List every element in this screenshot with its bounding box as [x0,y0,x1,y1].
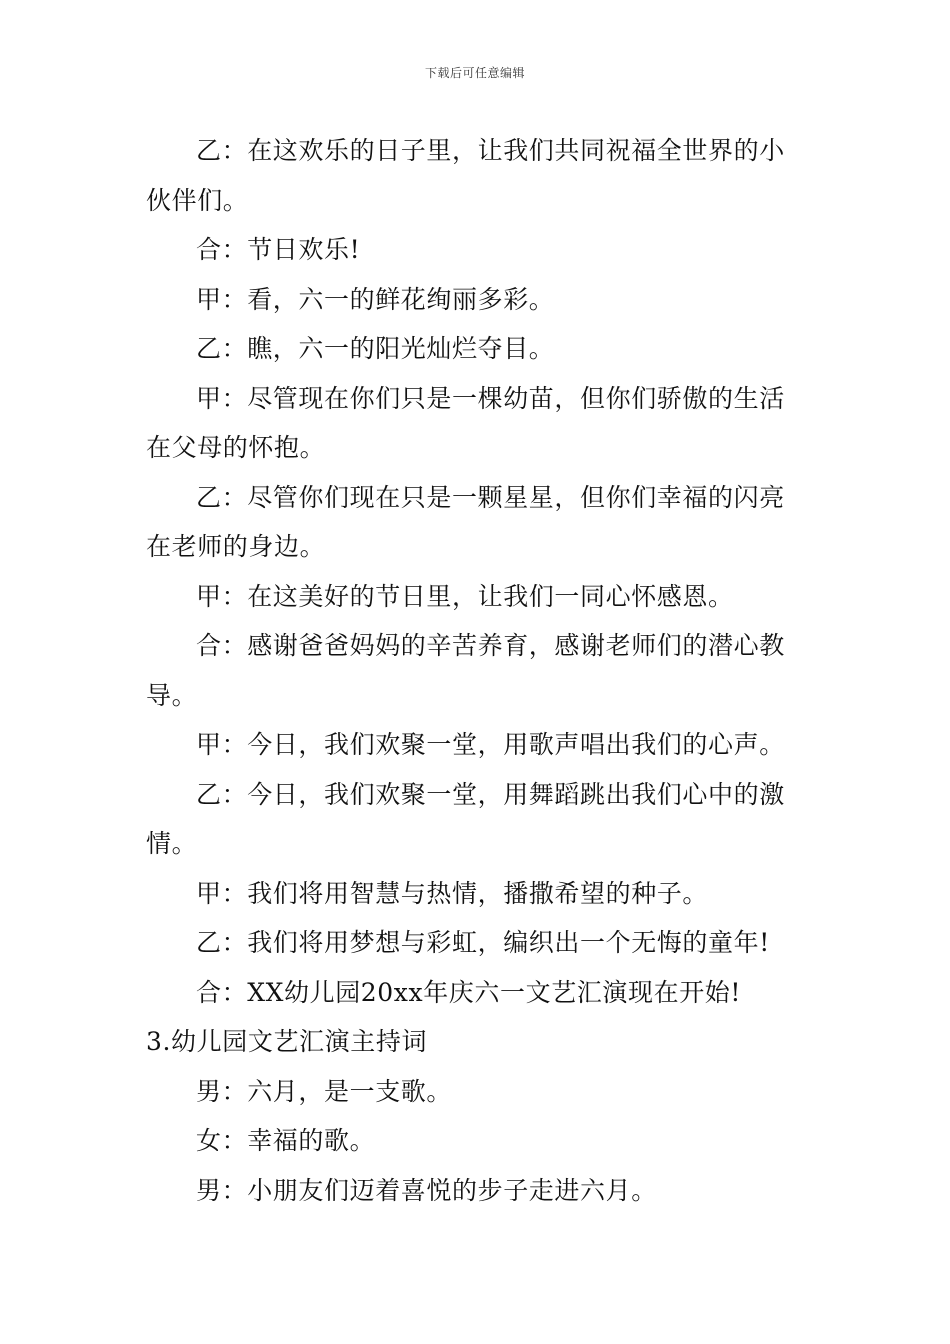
paragraph: 合：节日欢乐! [196,235,361,264]
paragraph: 乙：尽管你们现在只是一颗星星，但你们幸福的闪亮在老师的身边。 [146,482,785,561]
paragraph: 女：幸福的歌。 [196,1126,376,1155]
page-header: 下载后可任意编辑 [424,66,525,80]
paragraph: 乙：今日，我们欢聚一堂，用舞蹈跳出我们心中的激情。 [146,779,785,858]
paragraph: 甲：看，六一的鲜花绚丽多彩。 [196,284,555,314]
paragraph: 乙：瞧，六一的阳光灿烂夺目。 [196,334,555,363]
paragraph: 男：小朋友们迈着喜悦的步子走进六月。 [196,1175,657,1205]
paragraph: 甲：今日，我们欢聚一堂，用歌声唱出我们的心声。 [196,730,785,759]
paragraph: 甲：尽管现在你们只是一棵幼苗，但你们骄傲的生活在父母的怀抱。 [146,383,785,462]
document-body [146,126,808,1215]
paragraph: 合：XX幼儿园20xx年庆六一文艺汇演现在开始! [196,977,742,1007]
paragraph: 合：感谢爸爸妈妈的辛苦养育，感谢老师们的潜心教导。 [146,631,785,710]
paragraph: 甲：我们将用智慧与热情，播撒希望的种子。 [196,878,709,908]
paragraph: 乙：在这欢乐的日子里，让我们共同祝福全世界的小伙伴们。 [146,136,785,215]
paragraph: 甲：在这美好的节日里，让我们一同心怀感恩。 [196,581,734,611]
paragraph: 乙：我们将用梦想与彩虹，编织出一个无悔的童年! [196,928,770,957]
paragraph: 男：六月，是一支歌。 [196,1076,453,1106]
section-heading: 3.幼儿园文艺汇演主持词 [146,1027,428,1056]
